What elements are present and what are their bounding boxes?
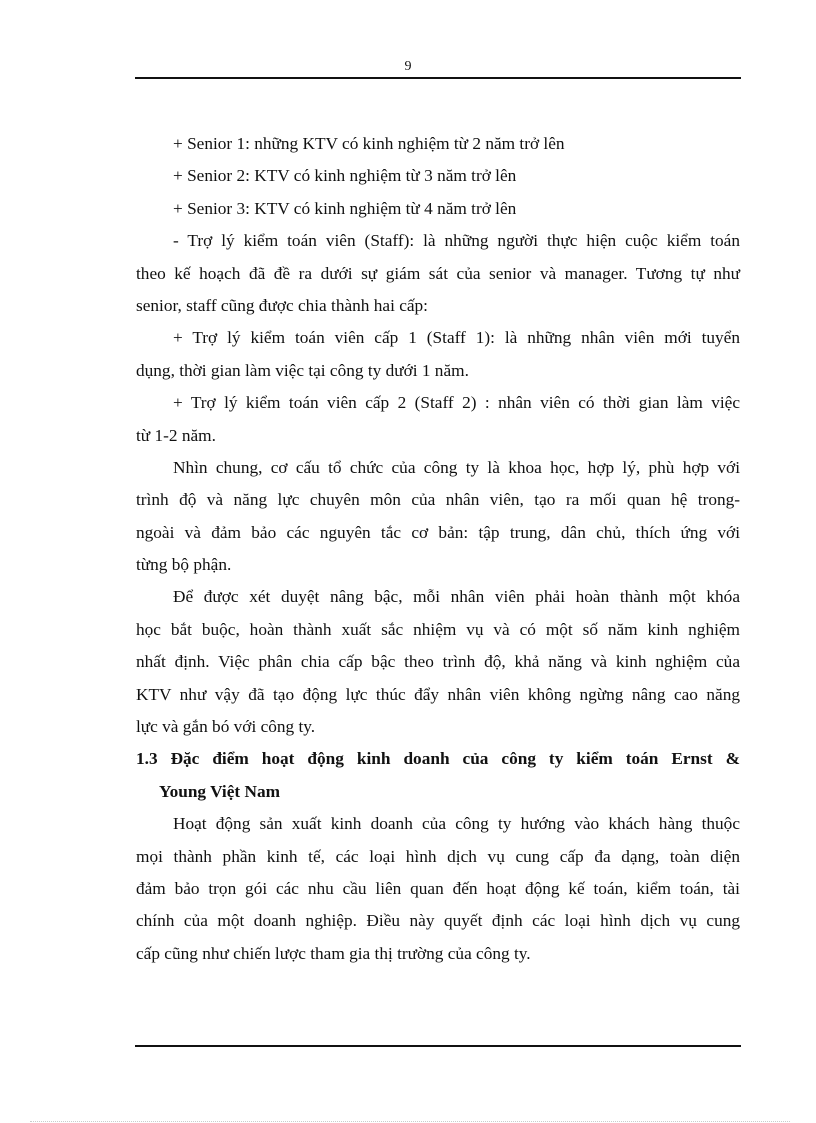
header-rule [135, 77, 741, 79]
text-line: KTV như vậy đã tạo động lực thúc đẩy nhân viên không ngừng nâng cao năng [136, 684, 740, 704]
text-line: + Senior 1: những KTV có kinh nghiệm từ 2 năm trở lên [173, 134, 565, 153]
text-line: đảm bảo trọn gói các nhu cầu liên quan đến hoạt động kế toán, kiểm toán, tài [136, 878, 740, 898]
text-line: nhất định. Việc phân chia cấp bậc theo trình độ, khả năng và kinh nghiệm của [136, 652, 740, 672]
text-line: từng bộ phận. [136, 555, 232, 575]
text-line: cấp cũng như chiến lược tham gia thị trường của công ty. [136, 943, 531, 963]
text-line: senior, staff cũng được chia thành hai cấp: [136, 295, 428, 315]
section-heading: 1.3 Đặc điểm hoạt động kinh doanh của công ty kiểm toán Ernst & [136, 749, 740, 769]
text-line: trình độ và năng lực chuyên môn của nhân viên, tạo ra mối quan hệ trong- [136, 490, 740, 510]
text-line: mọi thành phần kinh tế, các loại hình dịch vụ cung cấp đa dạng, toàn diện [136, 846, 740, 866]
page-number: 9 [404, 59, 412, 74]
text-line: học bắt buộc, hoàn thành xuất sắc nhiệm vụ và có một số năm kinh nghiệm [136, 619, 740, 639]
section-heading-continued: Young Việt Nam [159, 781, 280, 801]
footer-rule [135, 1045, 741, 1047]
text-line: ngoài và đảm bảo các nguyên tắc cơ bản: tập trung, dân chủ, thích ứng với [136, 522, 740, 542]
text-line: dụng, thời gian làm việc tại công ty dưới 1 năm. [136, 360, 469, 380]
text-line: + Senior 2: KTV có kinh nghiệm từ 3 năm trở lên [173, 166, 517, 186]
text-line: Hoạt động sản xuất kinh doanh của công ty hướng vào khách hàng thuộc [173, 814, 740, 834]
text-line: + Trợ lý kiểm toán viên cấp 2 (Staff 2) : nhân viên có thời gian làm việc [173, 393, 740, 413]
page-body [136, 128, 740, 970]
text-line: + Senior 3: KTV có kinh nghiệm từ 4 năm trở lên [173, 198, 517, 218]
text-line: Nhìn chung, cơ cấu tổ chức của công ty là khoa học, hợp lý, phù hợp với [173, 457, 740, 477]
text-line: theo kế hoạch đã đề ra dưới sự giám sát của senior và manager. Tương tự như [136, 263, 740, 283]
text-line: từ 1-2 năm. [136, 425, 216, 445]
text-line: + Trợ lý kiểm toán viên cấp 1 (Staff 1): là những nhân viên mới tuyển [173, 328, 740, 348]
text-line: chính của một doanh nghiệp. Điều này quyết định các loại hình dịch vụ cung [136, 911, 740, 931]
text-line: Để được xét duyệt nâng bậc, mỗi nhân viên phải hoàn thành một khóa [173, 587, 740, 607]
text-line: lực và gắn bó với công ty. [136, 717, 316, 737]
text-line: - Trợ lý kiểm toán viên (Staff): là những người thực hiện cuộc kiểm toán [173, 231, 740, 251]
page-edge-divider [30, 1121, 790, 1122]
